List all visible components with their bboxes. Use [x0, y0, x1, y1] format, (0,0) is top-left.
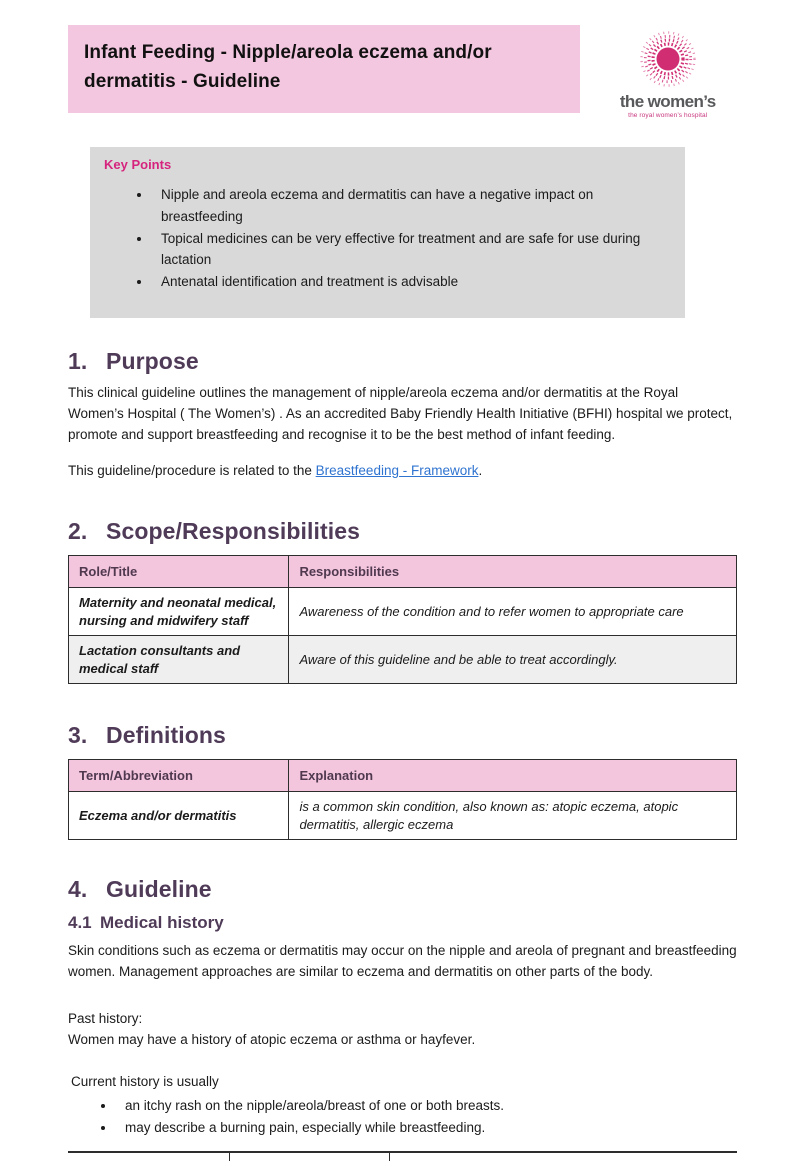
section-number: 4.: [68, 876, 88, 903]
current-history-list: [71, 1095, 737, 1140]
explanation-cell: is a common skin condition, also known as: atopic eczema, atopic dermatitis, allergic eczema: [289, 792, 737, 840]
past-history-block: [68, 1009, 737, 1051]
key-point-item: • Antenatal identification and treatment is advisable: [152, 271, 669, 293]
related-text-suffix: .: [478, 463, 483, 479]
logo-tagline: the royal women’s hospital: [628, 111, 708, 119]
cutoff-table-column-divider: [229, 1153, 230, 1161]
column-header-term: Term/Abbreviation: [69, 760, 289, 792]
past-history-label: Past history:: [68, 1011, 143, 1027]
key-points-title: Key Points: [104, 157, 172, 173]
section-number: 3.: [68, 722, 88, 749]
section-heading-definitions: [68, 722, 737, 749]
current-history-item: • an itchy rash on the nipple/areola/breast of one or both breasts.: [116, 1095, 737, 1117]
role-cell: Maternity and neonatal medical, nursing and midwifery staff: [69, 588, 289, 636]
subsection-number: 4.1: [68, 913, 92, 933]
subsection-heading-medical-history: [68, 913, 737, 933]
key-points-box: [90, 147, 685, 318]
table-header-row: [69, 556, 737, 588]
current-history-label: Current history is usually: [71, 1074, 219, 1090]
section-title: Guideline: [106, 876, 212, 903]
purpose-paragraph: This clinical guideline outlines the management of nipple/areola eczema and/or dermatitis at the Royal Women’s Hospital ( The Women’s) . As an accredited Baby Friendly Health Initiative (BFHI) hospital we protect, promote and support breastfeeding and recognise it to be the best method of infant feeding.: [68, 385, 733, 443]
section-number: 1.: [68, 348, 88, 375]
table-header-row: [69, 760, 737, 792]
medical-history-paragraph: Skin conditions such as eczema or dermatitis may occur on the nipple and areola of pregnant and breastfeeding women. Management approaches are similar to eczema and dermatitis on other parts of the body.: [68, 943, 737, 980]
hospital-logo: [598, 27, 737, 119]
responsibility-cell: Awareness of the condition and to refer women to appropriate care: [289, 588, 737, 636]
table-row: [69, 588, 737, 636]
related-paragraph: [68, 461, 737, 482]
section-number: 2.: [68, 518, 88, 545]
document-title: Infant Feeding - Nipple/areola eczema and/or dermatitis - Guideline: [84, 42, 492, 93]
column-header-explanation: Explanation: [289, 760, 737, 792]
current-history-item: • may describe a burning pain, especially while breastfeeding.: [116, 1117, 737, 1139]
document-header: [68, 25, 737, 119]
table-row: [69, 636, 737, 684]
section-title: Definitions: [106, 722, 226, 749]
section-heading-purpose: [68, 348, 737, 375]
section-title: Scope/Responsibilities: [106, 518, 360, 545]
responsibility-cell: Aware of this guideline and be able to treat accordingly.: [289, 636, 737, 684]
table-row: [69, 792, 737, 840]
title-banner: [68, 25, 580, 113]
breastfeeding-framework-link[interactable]: Breastfeeding - Framework: [315, 463, 479, 479]
definitions-table: [68, 759, 737, 840]
column-header-responsibilities: Responsibilities: [289, 556, 737, 588]
document-page: [0, 25, 788, 1136]
subsection-title: Medical history: [100, 913, 224, 933]
logo-name: the women’s: [619, 92, 716, 111]
section-heading-guideline: [68, 876, 737, 903]
key-points-list: [104, 184, 669, 292]
current-history-block: [68, 1072, 737, 1139]
starburst-logo-icon: [636, 27, 700, 91]
scope-responsibilities-table: [68, 555, 737, 684]
key-point-item: • Nipple and areola eczema and dermatitis can have a negative impact on breastfeeding: [152, 184, 669, 227]
related-text-prefix: This guideline/procedure is related to the: [68, 463, 316, 479]
past-history-text: Women may have a history of atopic eczema or asthma or hayfever.: [68, 1032, 476, 1048]
section-heading-scope: [68, 518, 737, 545]
term-cell: Eczema and/or dermatitis: [69, 792, 289, 840]
cutoff-table-column-divider: [389, 1153, 390, 1161]
cutoff-table-top-border: [68, 1151, 737, 1159]
column-header-role: Role/Title: [69, 556, 289, 588]
role-cell: Lactation consultants and medical staff: [69, 636, 289, 684]
section-title: Purpose: [106, 348, 199, 375]
key-point-item: • Topical medicines can be very effective for treatment and are safe for use during lactation: [152, 228, 669, 271]
